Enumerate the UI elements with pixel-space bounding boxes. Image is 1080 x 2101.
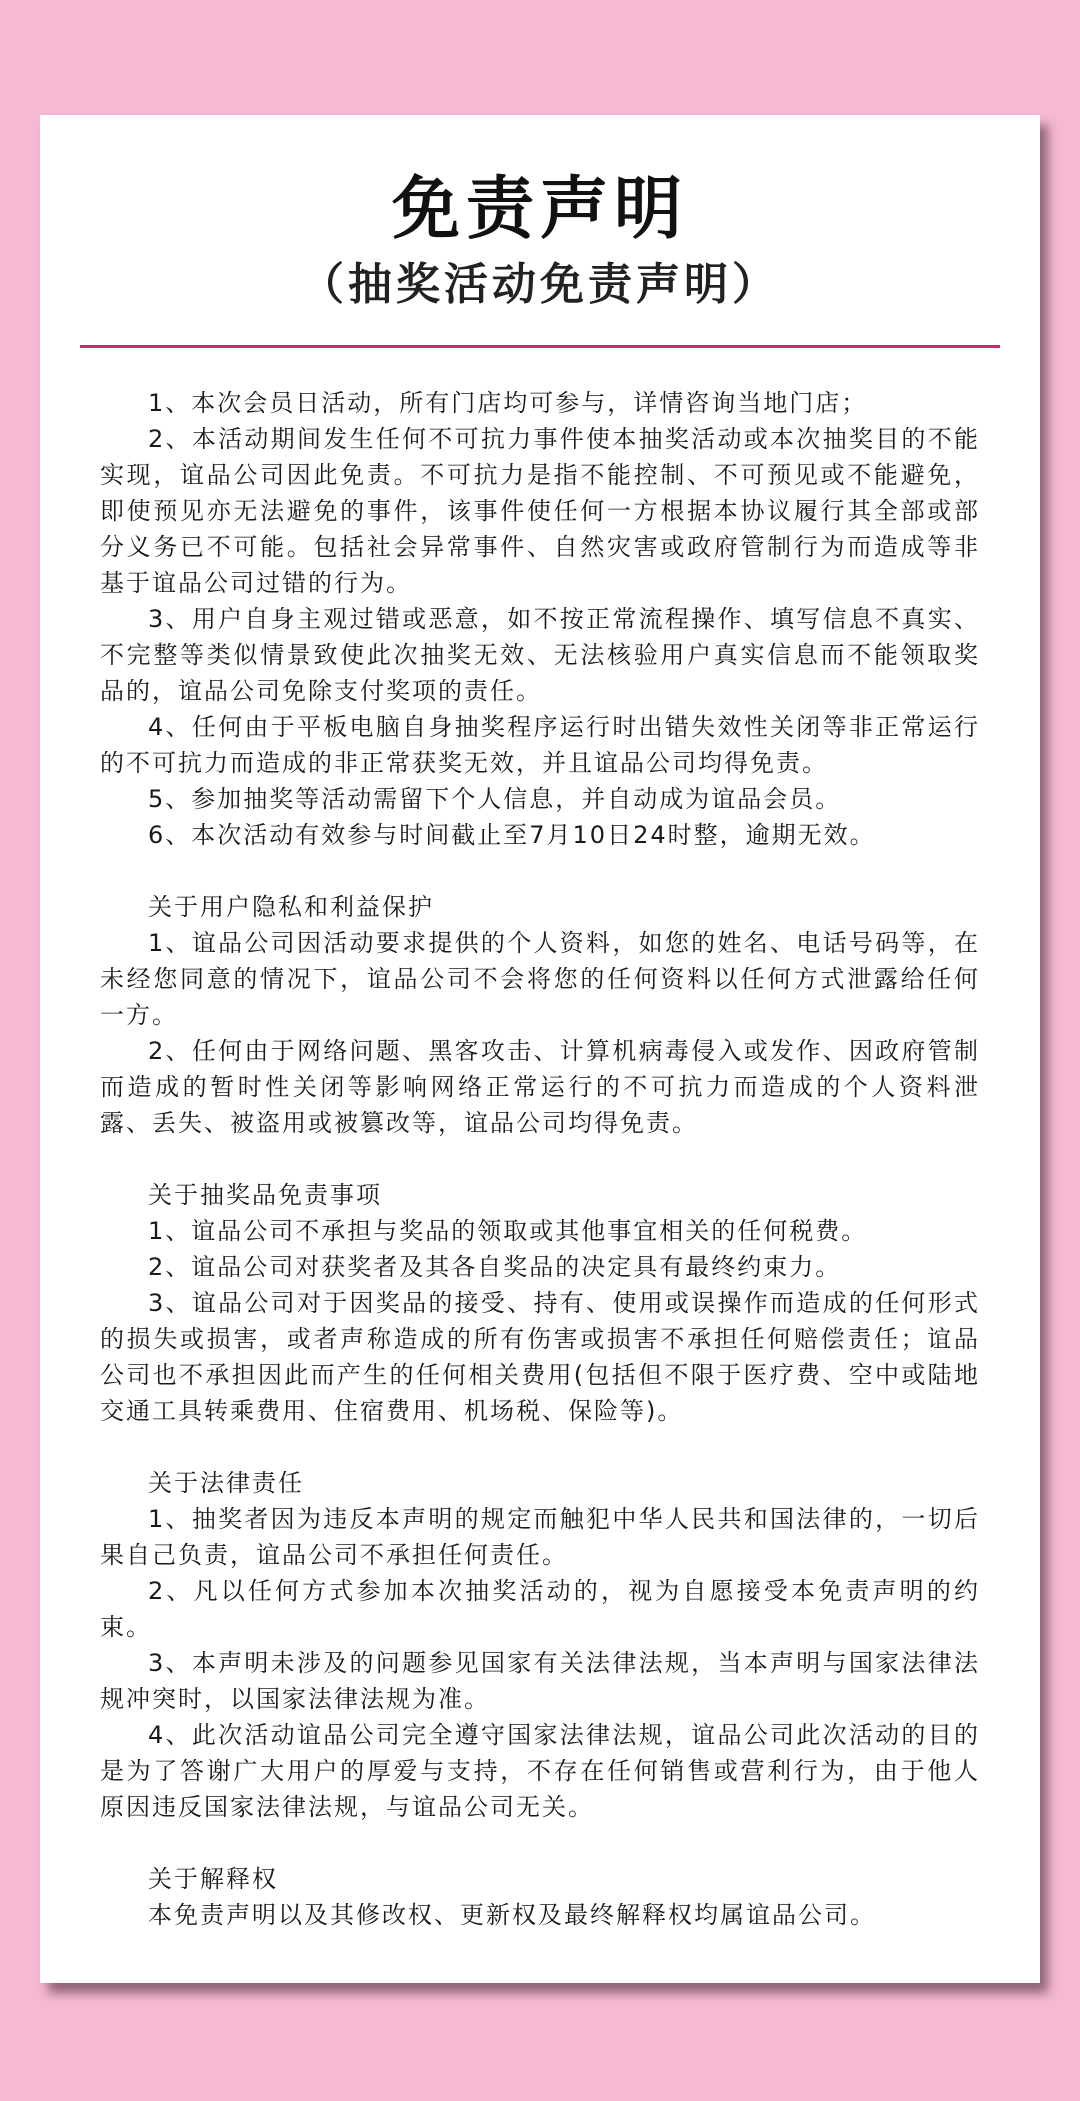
clause-paragraph: 2、任何由于网络问题、黑客攻击、计算机病毒侵入或发作、因政府管制而造成的暂时性关闭等影响网络正常运行的不可抗力而造成的个人资料泄露、丢失、被盗用或被篡改等，谊品公司均得免责。 (100, 1037, 980, 1137)
clause-paragraph: 4、任何由于平板电脑自身抽奖程序运行时出错失效性关闭等非正常运行的不可抗力而造成的非正常获奖无效，并且谊品公司均得免责。 (100, 713, 980, 777)
clause-paragraph: 2、谊品公司对获奖者及其各自奖品的决定具有最终约束力。 (148, 1253, 842, 1281)
clause-paragraph: 3、用户自身主观过错或恶意，如不按正常流程操作、填写信息不真实、不完整等类似情景致使此次抽奖无效、无法核验用户真实信息而不能领取奖品的，谊品公司免除支付奖项的责任。 (100, 605, 980, 705)
clause-paragraph: 1、抽奖者因为违反本声明的规定而触犯中华人民共和国法律的，一切后果自己负责，谊品公司不承担任何责任。 (100, 1505, 980, 1569)
disclaimer-card (40, 115, 1040, 1983)
section-heading-privacy: 关于用户隐私和利益保护 (148, 893, 434, 921)
section-heading-legal: 关于法律责任 (148, 1469, 304, 1497)
clause-paragraph: 4、此次活动谊品公司完全遵守国家法律法规，谊品公司此次活动的目的是为了答谢广大用户的厚爱与支持，不存在任何销售或营利行为，由于他人原因违反国家法律法规，与谊品公司无关。 (100, 1721, 980, 1821)
clause-paragraph: 3、谊品公司对于因奖品的接受、持有、使用或误操作而造成的任何形式的损失或损害，或者声称造成的所有伤害或损害不承担任何赔偿责任；谊品公司也不承担因此而产生的任何相关费用(包括但不限于医疗费、空中或陆地交通工具转乘费用、住宿费用、机场税、保险等)。 (100, 1289, 980, 1425)
clause-paragraph: 5、参加抽奖等活动需留下个人信息，并自动成为谊品会员。 (148, 785, 842, 813)
clause-paragraph: 本免责声明以及其修改权、更新权及最终解释权均属谊品公司。 (148, 1901, 876, 1929)
section-heading-prizes: 关于抽奖品免责事项 (148, 1181, 382, 1209)
page-subtitle: （抽奖活动免责声明） (300, 259, 780, 310)
clause-paragraph: 2、本活动期间发生任何不可抗力事件使本抽奖活动或本次抽奖目的不能实现，谊品公司因此免责。不可抗力是指不能控制、不可预见或不能避免，即使预见亦无法避免的事件，该事件使任何一方根据本协议履行其全部或部分义务已不可能。包括社会异常事件、自然灾害或政府管制行为而造成等非基于谊品公司过错的行为。 (100, 425, 980, 597)
clause-paragraph: 3、本声明未涉及的问题参见国家有关法律法规，当本声明与国家法律法规冲突时，以国家法律法规为准。 (100, 1649, 980, 1713)
clause-paragraph: 1、谊品公司不承担与奖品的领取或其他事宜相关的任何税费。 (148, 1217, 868, 1245)
clause-paragraph: 1、本次会员日活动，所有门店均可参与，详情咨询当地门店； (148, 389, 868, 417)
disclaimer-body (100, 385, 980, 1933)
clause-paragraph: 1、谊品公司因活动要求提供的个人资料，如您的姓名、电话号码等，在未经您同意的情况下，谊品公司不会将您的任何资料以任何方式泄露给任何一方。 (100, 929, 980, 1029)
title-divider (80, 345, 1000, 348)
page-title: 免责声明 (391, 170, 688, 249)
clause-paragraph: 6、本次活动有效参与时间截止至7月10日24时整，逾期无效。 (148, 821, 876, 849)
clause-paragraph: 2、凡以任何方式参加本次抽奖活动的，视为自愿接受本免责声明的约束。 (100, 1577, 980, 1641)
section-heading-interpretation: 关于解释权 (148, 1865, 278, 1893)
